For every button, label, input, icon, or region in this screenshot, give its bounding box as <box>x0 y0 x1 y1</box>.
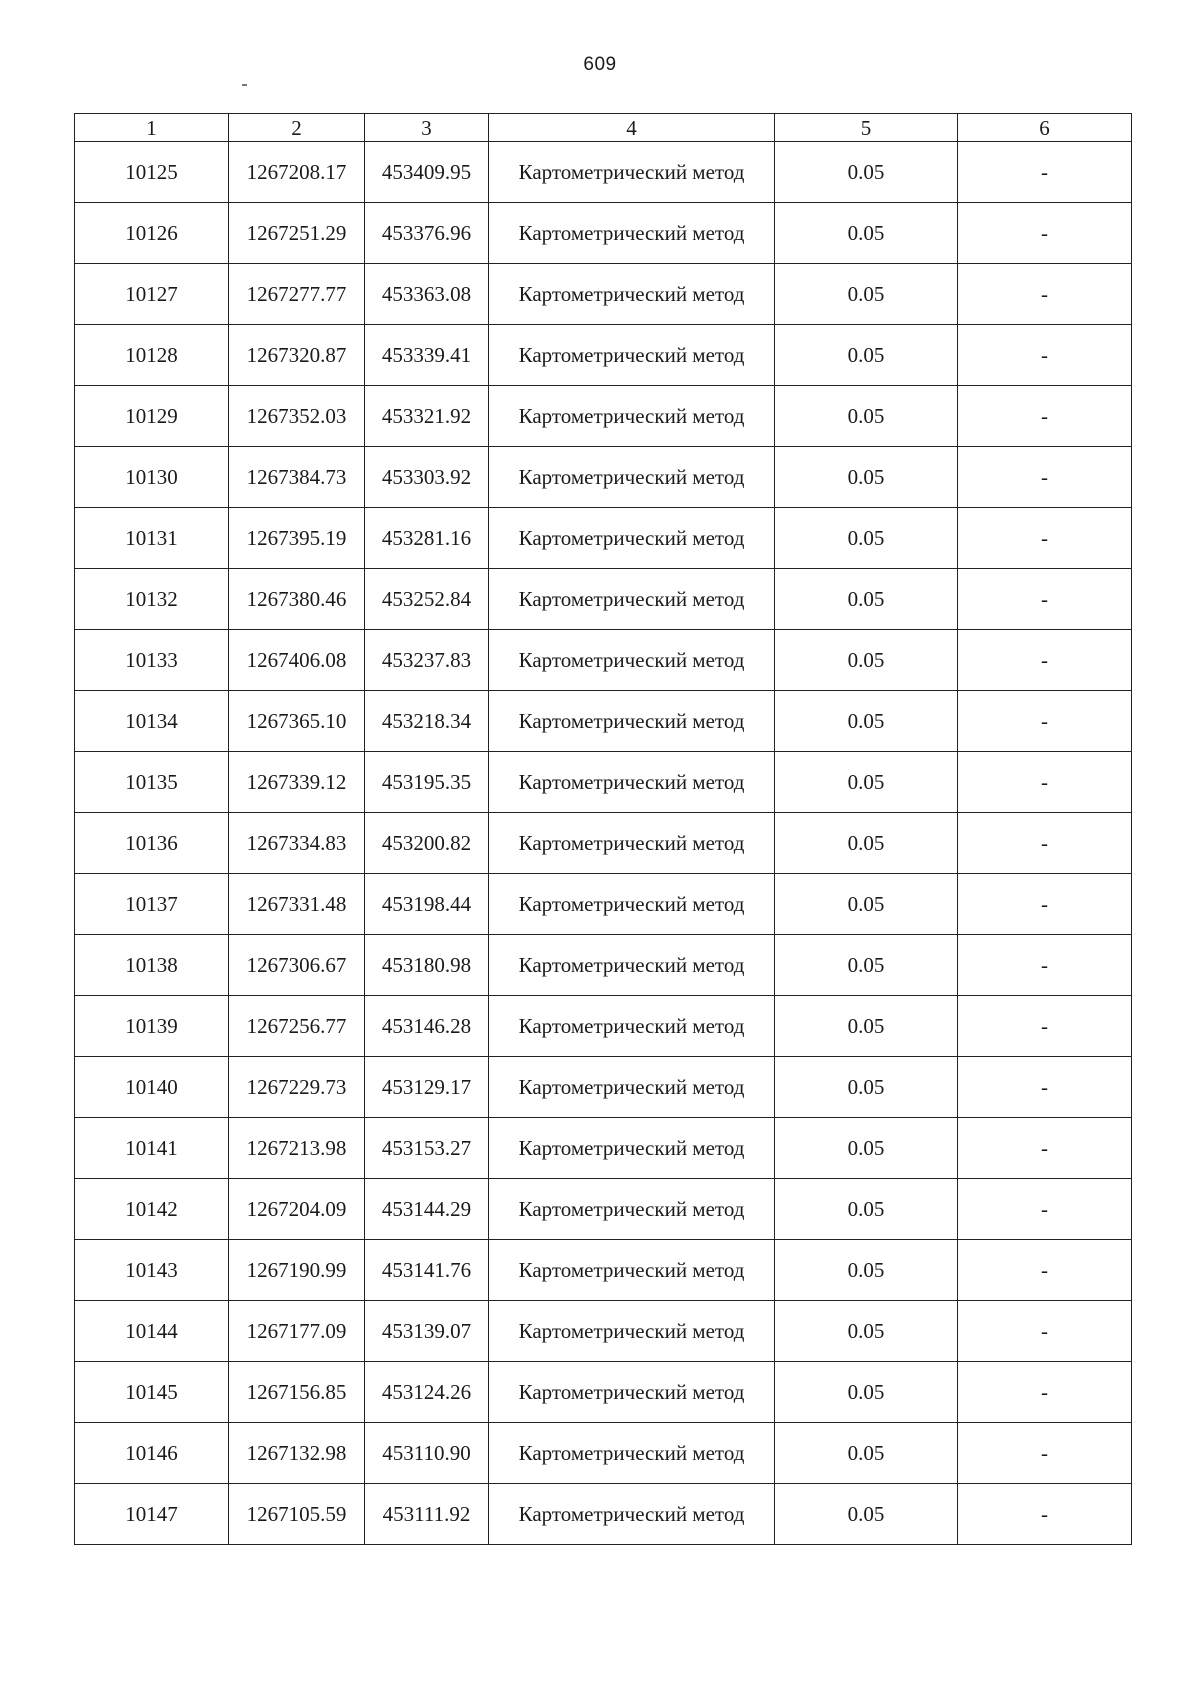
accuracy-cell: 0.05 <box>775 203 958 264</box>
note-cell: - <box>958 1179 1132 1240</box>
table-row <box>75 1301 1132 1362</box>
method-cell: Картометрический метод <box>489 142 775 203</box>
table-row <box>75 447 1132 508</box>
x-coordinate-cell: 1267213.98 <box>229 1118 365 1179</box>
note-cell: - <box>958 325 1132 386</box>
accuracy-cell: 0.05 <box>775 508 958 569</box>
table-row <box>75 752 1132 813</box>
table-row <box>75 203 1132 264</box>
accuracy-cell: 0.05 <box>775 1484 958 1545</box>
table-row <box>75 1118 1132 1179</box>
y-coordinate-cell: 453129.17 <box>365 1057 489 1118</box>
x-coordinate-cell: 1267229.73 <box>229 1057 365 1118</box>
y-coordinate-cell: 453144.29 <box>365 1179 489 1240</box>
table-row <box>75 813 1132 874</box>
method-cell: Картометрический метод <box>489 1057 775 1118</box>
note-cell: - <box>958 630 1132 691</box>
note-cell: - <box>958 447 1132 508</box>
table-row <box>75 1362 1132 1423</box>
x-coordinate-cell: 1267251.29 <box>229 203 365 264</box>
x-coordinate-cell: 1267380.46 <box>229 569 365 630</box>
point-number-cell: 10136 <box>75 813 229 874</box>
method-cell: Картометрический метод <box>489 691 775 752</box>
point-number-cell: 10145 <box>75 1362 229 1423</box>
method-cell: Картометрический метод <box>489 1484 775 1545</box>
x-coordinate-cell: 1267190.99 <box>229 1240 365 1301</box>
y-coordinate-cell: 453195.35 <box>365 752 489 813</box>
method-cell: Картометрический метод <box>489 1240 775 1301</box>
x-coordinate-cell: 1267406.08 <box>229 630 365 691</box>
accuracy-cell: 0.05 <box>775 325 958 386</box>
point-number-cell: 10143 <box>75 1240 229 1301</box>
x-coordinate-cell: 1267177.09 <box>229 1301 365 1362</box>
method-cell: Картометрический метод <box>489 874 775 935</box>
accuracy-cell: 0.05 <box>775 935 958 996</box>
method-cell: Картометрический метод <box>489 325 775 386</box>
note-cell: - <box>958 1484 1132 1545</box>
note-cell: - <box>958 1301 1132 1362</box>
y-coordinate-cell: 453237.83 <box>365 630 489 691</box>
table-row <box>75 1057 1132 1118</box>
point-number-cell: 10126 <box>75 203 229 264</box>
x-coordinate-cell: 1267256.77 <box>229 996 365 1057</box>
method-cell: Картометрический метод <box>489 264 775 325</box>
table-row <box>75 569 1132 630</box>
page-number: 609 <box>583 54 617 75</box>
point-number-cell: 10141 <box>75 1118 229 1179</box>
y-coordinate-cell: 453198.44 <box>365 874 489 935</box>
y-coordinate-cell: 453281.16 <box>365 508 489 569</box>
accuracy-cell: 0.05 <box>775 1301 958 1362</box>
accuracy-cell: 0.05 <box>775 447 958 508</box>
method-cell: Картометрический метод <box>489 386 775 447</box>
method-cell: Картометрический метод <box>489 752 775 813</box>
y-coordinate-cell: 453409.95 <box>365 142 489 203</box>
y-coordinate-cell: 453141.76 <box>365 1240 489 1301</box>
note-cell: - <box>958 1057 1132 1118</box>
y-coordinate-cell: 453153.27 <box>365 1118 489 1179</box>
point-number-cell: 10146 <box>75 1423 229 1484</box>
point-number-cell: 10130 <box>75 447 229 508</box>
point-number-cell: 10129 <box>75 386 229 447</box>
accuracy-cell: 0.05 <box>775 752 958 813</box>
note-cell: - <box>958 264 1132 325</box>
table-row <box>75 630 1132 691</box>
x-coordinate-cell: 1267334.83 <box>229 813 365 874</box>
accuracy-cell: 0.05 <box>775 264 958 325</box>
accuracy-cell: 0.05 <box>775 630 958 691</box>
method-cell: Картометрический метод <box>489 508 775 569</box>
coordinates-table <box>74 113 1132 1545</box>
table-row <box>75 874 1132 935</box>
y-coordinate-cell: 453252.84 <box>365 569 489 630</box>
table-row <box>75 1179 1132 1240</box>
table-row <box>75 386 1132 447</box>
y-coordinate-cell: 453363.08 <box>365 264 489 325</box>
y-coordinate-cell: 453200.82 <box>365 813 489 874</box>
point-number-cell: 10133 <box>75 630 229 691</box>
point-number-cell: 10138 <box>75 935 229 996</box>
note-cell: - <box>958 1118 1132 1179</box>
x-coordinate-cell: 1267395.19 <box>229 508 365 569</box>
table-row <box>75 142 1132 203</box>
x-coordinate-cell: 1267306.67 <box>229 935 365 996</box>
header-col-3: 3 <box>365 114 489 142</box>
x-coordinate-cell: 1267352.03 <box>229 386 365 447</box>
note-cell: - <box>958 813 1132 874</box>
accuracy-cell: 0.05 <box>775 1179 958 1240</box>
point-number-cell: 10125 <box>75 142 229 203</box>
method-cell: Картометрический метод <box>489 447 775 508</box>
note-cell: - <box>958 203 1132 264</box>
header-col-4: 4 <box>489 114 775 142</box>
accuracy-cell: 0.05 <box>775 813 958 874</box>
method-cell: Картометрический метод <box>489 1423 775 1484</box>
note-cell: - <box>958 1423 1132 1484</box>
x-coordinate-cell: 1267132.98 <box>229 1423 365 1484</box>
scan-speck <box>242 84 247 86</box>
point-number-cell: 10137 <box>75 874 229 935</box>
table-row <box>75 264 1132 325</box>
point-number-cell: 10135 <box>75 752 229 813</box>
y-coordinate-cell: 453124.26 <box>365 1362 489 1423</box>
method-cell: Картометрический метод <box>489 1118 775 1179</box>
y-coordinate-cell: 453110.90 <box>365 1423 489 1484</box>
note-cell: - <box>958 996 1132 1057</box>
header-col-1: 1 <box>75 114 229 142</box>
y-coordinate-cell: 453376.96 <box>365 203 489 264</box>
point-number-cell: 10128 <box>75 325 229 386</box>
point-number-cell: 10144 <box>75 1301 229 1362</box>
point-number-cell: 10142 <box>75 1179 229 1240</box>
table-row <box>75 508 1132 569</box>
accuracy-cell: 0.05 <box>775 569 958 630</box>
note-cell: - <box>958 142 1132 203</box>
table-row <box>75 935 1132 996</box>
point-number-cell: 10140 <box>75 1057 229 1118</box>
header-col-6: 6 <box>958 114 1132 142</box>
header-col-2: 2 <box>229 114 365 142</box>
note-cell: - <box>958 569 1132 630</box>
y-coordinate-cell: 453303.92 <box>365 447 489 508</box>
y-coordinate-cell: 453111.92 <box>365 1484 489 1545</box>
accuracy-cell: 0.05 <box>775 996 958 1057</box>
table-row <box>75 691 1132 752</box>
header-col-5: 5 <box>775 114 958 142</box>
point-number-cell: 10147 <box>75 1484 229 1545</box>
table-row <box>75 1484 1132 1545</box>
accuracy-cell: 0.05 <box>775 142 958 203</box>
method-cell: Картометрический метод <box>489 569 775 630</box>
y-coordinate-cell: 453139.07 <box>365 1301 489 1362</box>
point-number-cell: 10131 <box>75 508 229 569</box>
x-coordinate-cell: 1267320.87 <box>229 325 365 386</box>
note-cell: - <box>958 1362 1132 1423</box>
x-coordinate-cell: 1267204.09 <box>229 1179 365 1240</box>
x-coordinate-cell: 1267331.48 <box>229 874 365 935</box>
point-number-cell: 10139 <box>75 996 229 1057</box>
method-cell: Картометрический метод <box>489 1179 775 1240</box>
table-row <box>75 1240 1132 1301</box>
x-coordinate-cell: 1267208.17 <box>229 142 365 203</box>
x-coordinate-cell: 1267105.59 <box>229 1484 365 1545</box>
y-coordinate-cell: 453180.98 <box>365 935 489 996</box>
accuracy-cell: 0.05 <box>775 1057 958 1118</box>
note-cell: - <box>958 874 1132 935</box>
y-coordinate-cell: 453218.34 <box>365 691 489 752</box>
note-cell: - <box>958 691 1132 752</box>
method-cell: Картометрический метод <box>489 996 775 1057</box>
point-number-cell: 10132 <box>75 569 229 630</box>
table-row <box>75 325 1132 386</box>
y-coordinate-cell: 453339.41 <box>365 325 489 386</box>
accuracy-cell: 0.05 <box>775 1423 958 1484</box>
accuracy-cell: 0.05 <box>775 691 958 752</box>
header-row <box>75 114 1132 142</box>
x-coordinate-cell: 1267277.77 <box>229 264 365 325</box>
method-cell: Картометрический метод <box>489 630 775 691</box>
x-coordinate-cell: 1267156.85 <box>229 1362 365 1423</box>
note-cell: - <box>958 752 1132 813</box>
x-coordinate-cell: 1267384.73 <box>229 447 365 508</box>
accuracy-cell: 0.05 <box>775 1362 958 1423</box>
accuracy-cell: 0.05 <box>775 1118 958 1179</box>
method-cell: Картометрический метод <box>489 1301 775 1362</box>
accuracy-cell: 0.05 <box>775 874 958 935</box>
method-cell: Картометрический метод <box>489 813 775 874</box>
point-number-cell: 10127 <box>75 264 229 325</box>
y-coordinate-cell: 453146.28 <box>365 996 489 1057</box>
accuracy-cell: 0.05 <box>775 1240 958 1301</box>
method-cell: Картометрический метод <box>489 1362 775 1423</box>
point-number-cell: 10134 <box>75 691 229 752</box>
note-cell: - <box>958 935 1132 996</box>
note-cell: - <box>958 386 1132 447</box>
note-cell: - <box>958 1240 1132 1301</box>
table-row <box>75 996 1132 1057</box>
method-cell: Картометрический метод <box>489 935 775 996</box>
table-body <box>75 142 1132 1545</box>
table-row <box>75 1423 1132 1484</box>
x-coordinate-cell: 1267365.10 <box>229 691 365 752</box>
accuracy-cell: 0.05 <box>775 386 958 447</box>
y-coordinate-cell: 453321.92 <box>365 386 489 447</box>
method-cell: Картометрический метод <box>489 203 775 264</box>
note-cell: - <box>958 508 1132 569</box>
x-coordinate-cell: 1267339.12 <box>229 752 365 813</box>
